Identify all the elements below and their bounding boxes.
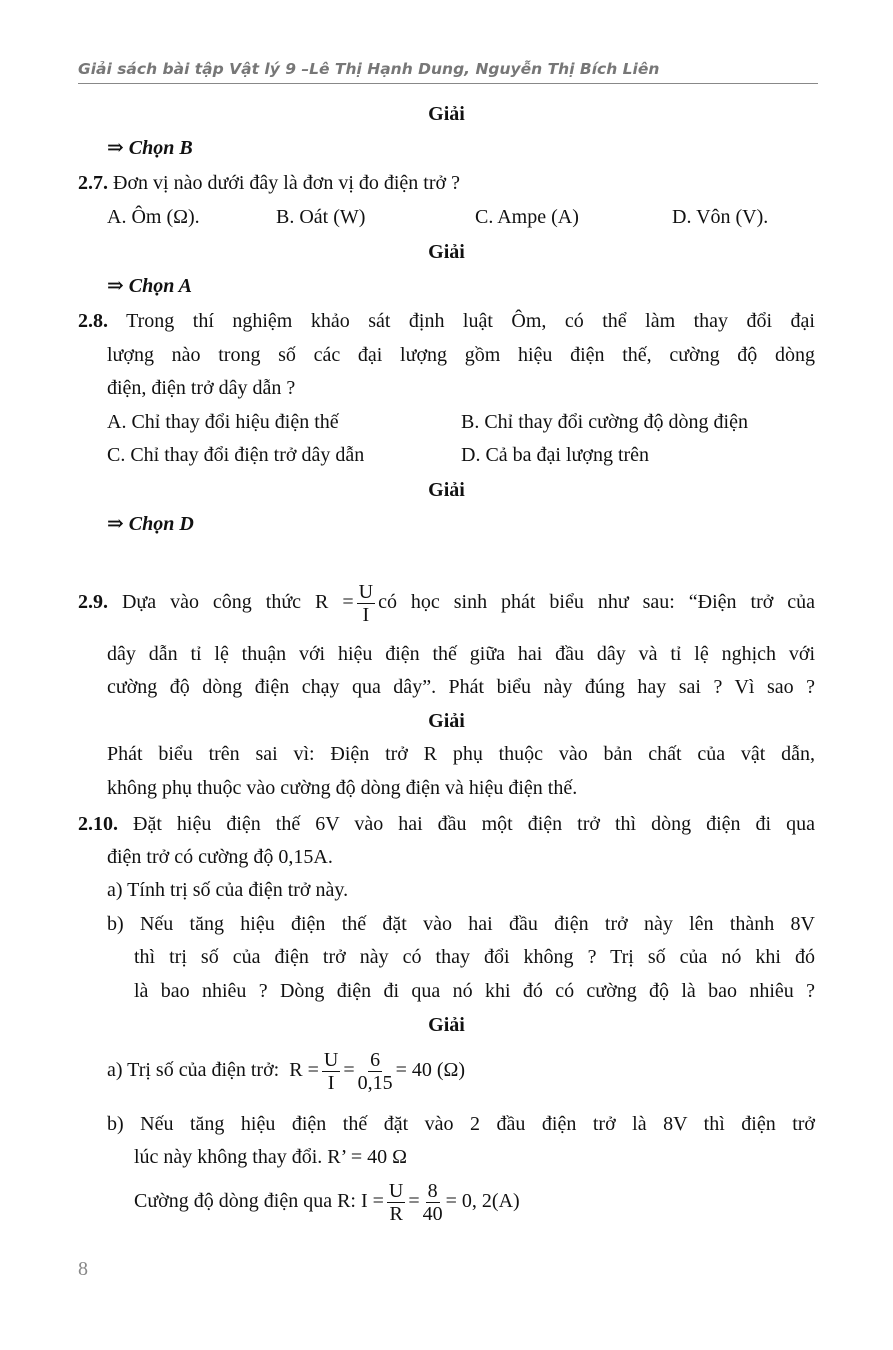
question-number: 2.7. xyxy=(78,172,108,194)
numerator: U xyxy=(358,580,374,603)
fraction xyxy=(357,581,375,626)
result: = 40 (Ω) xyxy=(395,1059,466,1081)
question-text: Dựa vào công thức xyxy=(121,591,302,613)
equals: = xyxy=(408,1190,420,1212)
solution-heading: Giải xyxy=(428,710,465,732)
fraction xyxy=(322,1049,340,1094)
answer-text: Chọn B xyxy=(128,137,193,159)
subquestion-b: thì trị số của điện trở này có thay đổi không ? Trị số của nó khi đó xyxy=(134,946,815,968)
header-rule xyxy=(78,83,818,84)
answer-2-8 xyxy=(107,512,194,536)
implies-icon: ⇒ xyxy=(107,275,124,297)
fraction xyxy=(358,1049,393,1094)
question-text: dây dẫn tỉ lệ thuận với hiệu điện thế giữa hai đầu dây và tỉ lệ nghịch với xyxy=(107,643,815,665)
option-a: A. Ôm (Ω). xyxy=(107,206,200,228)
option-b: B. Chỉ thay đổi cường độ dòng điện xyxy=(461,411,748,433)
numerator: 8 xyxy=(427,1179,438,1202)
denominator: I xyxy=(327,1071,335,1094)
question-2-7 xyxy=(78,171,460,195)
denominator: 40 xyxy=(422,1202,443,1225)
solution-text: Phát biểu trên sai vì: Điện trở R phụ thuộc vào bản chất của vật dẫn, xyxy=(107,743,815,765)
solution-heading: Giải xyxy=(428,241,465,263)
numerator: U xyxy=(323,1048,339,1071)
answer-2-7 xyxy=(107,274,192,298)
answer-2-6 xyxy=(107,136,193,160)
question-text: Đơn vị nào dưới đây là đơn vị đo điện trở ? xyxy=(113,172,460,194)
solution-a xyxy=(107,1046,465,1094)
implies-icon: ⇒ xyxy=(107,137,124,159)
solution-text: không phụ thuộc vào cường độ dòng điện và hiệu điện thế. xyxy=(107,777,578,799)
question-text: lượng nào trong số các đại lượng gồm hiệu điện thế, cường độ dòng xyxy=(107,344,815,366)
option-d: D. Vôn (V). xyxy=(672,206,769,228)
answer-text: Chọn A xyxy=(128,275,192,297)
answer-text: Chọn D xyxy=(128,513,194,535)
formula: I = xyxy=(360,1190,384,1212)
question-text: Trong thí nghiệm khảo sát định luật Ôm, có thể làm thay đổi đại xyxy=(126,310,815,332)
solution-b: b) Nếu tăng hiệu điện thế đặt vào 2 đầu điện trở là 8V thì điện trở xyxy=(107,1113,815,1135)
denominator: I xyxy=(362,603,370,626)
formula: R = xyxy=(289,1059,319,1081)
solution-heading: Giải xyxy=(428,103,465,125)
page-number: 8 xyxy=(78,1258,88,1280)
denominator: 0,15 xyxy=(357,1071,393,1094)
option-d: D. Cả ba đại lượng trên xyxy=(461,444,650,466)
subquestion-a: a) Tính trị số của điện trở này. xyxy=(107,879,349,901)
option-a: A. Chỉ thay đổi hiệu điện thế xyxy=(107,411,339,433)
result: = 0, 2(A) xyxy=(445,1190,520,1212)
question-2-10 xyxy=(78,812,815,836)
question-number: 2.9. xyxy=(78,591,108,613)
question-number: 2.10. xyxy=(78,813,118,835)
running-header: Giải sách bài tập Vật lý 9 –Lê Thị Hạnh Dung, Nguyễn Thị Bích Liên xyxy=(78,60,660,78)
question-text: cường độ dòng điện chạy qua dây”. Phát biểu này đúng hay sai ? Vì sao ? xyxy=(107,676,815,698)
question-text: điện trở có cường độ 0,15A. xyxy=(107,846,333,868)
solution-heading: Giải xyxy=(428,479,465,501)
option-c: C. Chỉ thay đổi điện trở dây dẫn xyxy=(107,444,365,466)
subquestion-b: b) Nếu tăng hiệu điện thế đặt vào hai đầu điện trở này lên thành 8V xyxy=(107,913,815,935)
numerator: 6 xyxy=(370,1048,381,1071)
formula: R = xyxy=(315,591,354,613)
solution-heading: Giải xyxy=(428,1014,465,1036)
solution-current xyxy=(134,1177,520,1225)
implies-icon: ⇒ xyxy=(107,513,124,535)
question-text: điện, điện trở dây dẫn ? xyxy=(107,377,296,399)
solution-text: a) Trị số của điện trở: xyxy=(107,1059,280,1081)
question-2-9 xyxy=(78,578,815,626)
fraction xyxy=(387,1180,405,1225)
question-text: có học sinh phát biểu như sau: “Điện trở của xyxy=(378,591,816,613)
option-c: C. Ampe (A) xyxy=(475,206,579,228)
option-b: B. Oát (W) xyxy=(276,206,366,228)
question-number: 2.8. xyxy=(78,310,108,332)
numerator: U xyxy=(388,1179,404,1202)
subquestion-b: là bao nhiêu ? Dòng điện đi qua nó khi đó có cường độ là bao nhiêu ? xyxy=(134,980,815,1002)
question-2-8 xyxy=(78,309,815,333)
fraction xyxy=(423,1180,443,1225)
equals: = xyxy=(343,1059,355,1081)
solution-text: Cường độ dòng điện qua R: xyxy=(134,1190,356,1212)
solution-b: lúc này không thay đổi. R’ = 40 Ω xyxy=(134,1146,407,1168)
question-text: Đặt hiệu điện thế 6V vào hai đầu một điện trở thì dòng điện đi qua xyxy=(133,813,815,835)
denominator: R xyxy=(389,1202,403,1225)
